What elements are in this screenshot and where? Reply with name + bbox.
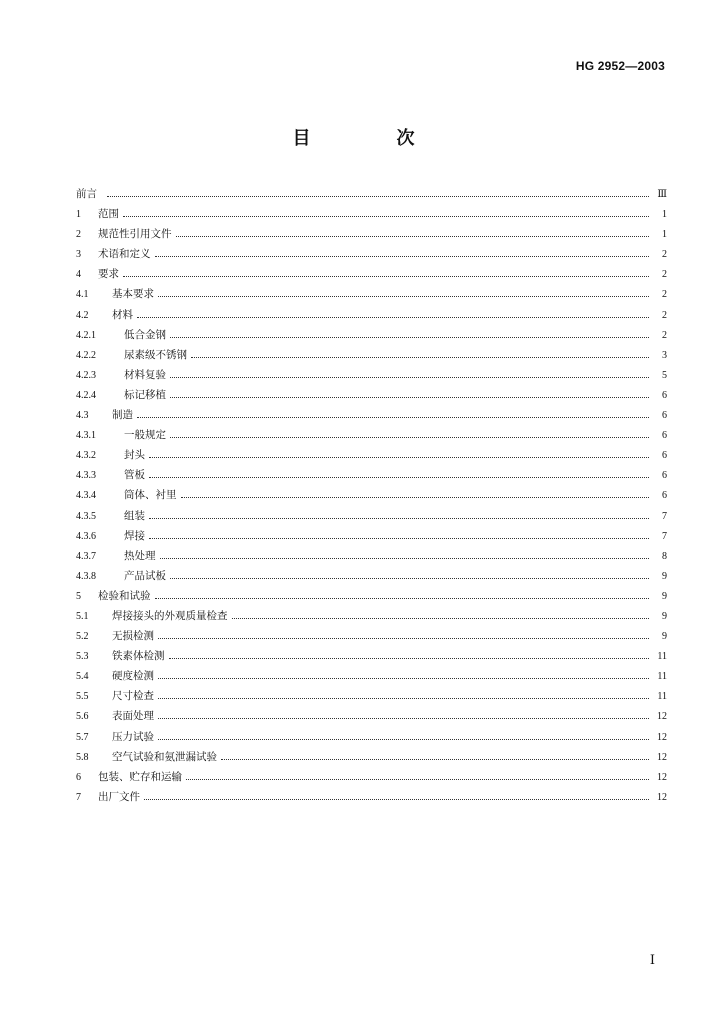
toc-entry-page: 11	[657, 671, 667, 683]
toc-entry[interactable]	[76, 485, 667, 505]
toc-entry[interactable]	[76, 787, 667, 807]
toc-dot-leader	[144, 798, 649, 800]
toc-entry-title: 筒体、衬里	[124, 489, 177, 502]
toc-entry-number: 5.2	[76, 631, 89, 643]
toc-entry-page: 5	[662, 369, 667, 381]
toc-entry-number: 5.1	[76, 610, 89, 622]
toc-dot-leader	[170, 436, 649, 438]
toc-entry-title: 无损检测	[112, 630, 154, 643]
toc-entry-page: 2	[662, 309, 667, 321]
toc-dot-leader	[221, 758, 649, 760]
toc-entry-page: 6	[662, 450, 667, 462]
toc-entry[interactable]	[76, 204, 667, 224]
toc-dot-leader	[158, 738, 649, 740]
toc-entry-number: 5.4	[76, 671, 89, 683]
toc-entry-page: 6	[662, 389, 667, 401]
toc-entry-page: 2	[662, 269, 667, 281]
toc-entry[interactable]	[76, 606, 667, 626]
toc-entry-number: 4.3.7	[76, 550, 96, 562]
toc-entry-title: 尿素级不锈钢	[124, 348, 187, 361]
toc-entry-page: 11	[657, 691, 667, 703]
toc-entry[interactable]	[76, 526, 667, 546]
toc-entry-page: 12	[657, 751, 667, 763]
toc-entry-title: 尺寸检查	[112, 690, 154, 703]
toc-dot-leader	[186, 778, 649, 780]
toc-entry-number: 4	[76, 269, 81, 281]
toc-entry-number: 5.7	[76, 731, 89, 743]
toc-entry-page: 9	[662, 631, 667, 643]
toc-entry-title: 硬度检测	[112, 670, 154, 683]
toc-entry-title: 前言	[76, 188, 97, 200]
toc-entry-number: 4.3.2	[76, 450, 96, 462]
standard-code: HG 2952—2003	[575, 59, 665, 73]
toc-entry-title: 包装、贮存和运输	[98, 770, 182, 783]
toc-entry-page: Ⅲ	[657, 189, 667, 200]
toc-entry[interactable]	[76, 686, 667, 706]
toc-entry-page: 12	[657, 731, 667, 743]
toc-dot-leader	[170, 376, 649, 378]
toc-dot-leader	[169, 657, 650, 659]
table-of-contents	[76, 184, 667, 807]
toc-entry-title: 管板	[124, 469, 145, 482]
toc-dot-leader	[170, 396, 649, 398]
toc-entry[interactable]	[76, 224, 667, 244]
toc-entry[interactable]	[76, 405, 667, 425]
toc-dot-leader	[158, 637, 649, 639]
toc-entry-number: 4.3.8	[76, 570, 96, 582]
toc-entry-title: 术语和定义	[98, 248, 151, 261]
toc-entry-page: 2	[662, 289, 667, 301]
toc-entry[interactable]	[76, 727, 667, 747]
toc-entry-number: 5.6	[76, 711, 89, 723]
toc-entry[interactable]	[76, 706, 667, 726]
toc-entry[interactable]	[76, 546, 667, 566]
toc-entry[interactable]	[76, 345, 667, 365]
toc-entry-title: 范围	[98, 208, 119, 221]
toc-dot-leader	[170, 577, 649, 579]
toc-entry-title: 基本要求	[112, 288, 154, 301]
toc-entry-page: 9	[662, 570, 667, 582]
toc-entry-title: 材料复验	[124, 368, 166, 381]
toc-dot-leader	[137, 416, 649, 418]
toc-dot-leader	[107, 195, 649, 197]
toc-dot-leader	[158, 295, 649, 297]
toc-entry-page: 6	[662, 490, 667, 502]
toc-entry-title: 规范性引用文件	[98, 228, 172, 241]
toc-entry-number: 4.2.1	[76, 329, 96, 341]
toc-entry[interactable]	[76, 365, 667, 385]
toc-entry[interactable]	[76, 425, 667, 445]
toc-entry[interactable]	[76, 184, 667, 204]
toc-dot-leader	[155, 597, 650, 599]
toc-entry[interactable]	[76, 586, 667, 606]
toc-entry-number: 4.3.3	[76, 470, 96, 482]
toc-entry-title: 铁素体检测	[112, 650, 165, 663]
toc-entry-number: 4.3.6	[76, 530, 96, 542]
toc-entry-title: 出厂文件	[98, 790, 140, 803]
toc-entry-title: 组装	[124, 509, 145, 522]
toc-entry-title: 检验和试验	[98, 589, 151, 602]
toc-entry-number: 7	[76, 791, 81, 803]
toc-entry-page: 12	[657, 771, 667, 783]
toc-entry-title: 制造	[112, 409, 133, 422]
toc-entry-page: 3	[662, 349, 667, 361]
toc-entry-title: 焊接	[124, 529, 145, 542]
toc-dot-leader	[149, 476, 649, 478]
toc-entry-title: 表面处理	[112, 710, 154, 723]
toc-entry[interactable]	[76, 666, 667, 686]
toc-dot-leader	[123, 215, 649, 217]
toc-entry-page: 6	[662, 430, 667, 442]
toc-entry[interactable]	[76, 244, 667, 264]
toc-entry-page: 12	[657, 711, 667, 723]
toc-entry-number: 4.2	[76, 309, 89, 321]
toc-entry-number: 5.5	[76, 691, 89, 703]
toc-dot-leader	[149, 537, 649, 539]
toc-entry-number: 4.3.5	[76, 510, 96, 522]
toc-entry-number: 2	[76, 229, 81, 241]
toc-entry-page: 6	[662, 470, 667, 482]
page-title: 目 次	[292, 128, 449, 149]
toc-dot-leader	[181, 496, 650, 498]
toc-dot-leader	[176, 235, 650, 237]
toc-entry[interactable]	[76, 465, 667, 485]
toc-entry[interactable]	[76, 506, 667, 526]
toc-entry-number: 3	[76, 249, 81, 261]
toc-entry-page: 11	[657, 651, 667, 663]
toc-entry-title: 压力试验	[112, 730, 154, 743]
toc-entry-title: 产品试板	[124, 569, 166, 582]
toc-entry-title: 空气试验和氨泄漏试验	[112, 750, 217, 763]
toc-entry[interactable]	[76, 325, 667, 345]
toc-entry-number: 4.3	[76, 410, 89, 422]
toc-dot-leader	[137, 316, 649, 318]
toc-entry-number: 6	[76, 771, 81, 783]
toc-entry-number: 4.3.4	[76, 490, 96, 502]
toc-dot-leader	[149, 517, 649, 519]
toc-entry[interactable]	[76, 264, 667, 284]
toc-entry-page: 6	[662, 410, 667, 422]
toc-entry[interactable]	[76, 284, 667, 304]
toc-entry-page: 9	[662, 590, 667, 602]
toc-entry-number: 4.1	[76, 289, 89, 301]
toc-entry-number: 4.3.1	[76, 430, 96, 442]
page-number: Ⅰ	[649, 952, 655, 967]
toc-dot-leader	[123, 275, 649, 277]
toc-dot-leader	[232, 617, 650, 619]
toc-entry-page: 2	[662, 329, 667, 341]
toc-entry-number: 5.3	[76, 651, 89, 663]
toc-dot-leader	[158, 717, 649, 719]
toc-entry[interactable]	[76, 646, 667, 666]
toc-entry-title: 标记移植	[124, 388, 166, 401]
toc-entry-number: 5.8	[76, 751, 89, 763]
toc-entry[interactable]	[76, 445, 667, 465]
toc-entry-title: 封头	[124, 449, 145, 462]
toc-entry-page: 12	[657, 791, 667, 803]
toc-entry-page: 9	[662, 610, 667, 622]
toc-entry-title: 要求	[98, 268, 119, 281]
toc-entry-page: 2	[662, 249, 667, 261]
toc-entry[interactable]	[76, 767, 667, 787]
toc-dot-leader	[158, 697, 649, 699]
toc-entry-title: 低合金钢	[124, 328, 166, 341]
toc-entry-page: 7	[662, 510, 667, 522]
toc-entry-number: 5	[76, 590, 81, 602]
toc-entry-number: 4.2.2	[76, 349, 96, 361]
toc-dot-leader	[149, 456, 649, 458]
toc-entry-page: 1	[662, 209, 667, 221]
toc-entry[interactable]	[76, 566, 667, 586]
toc-entry-number: 4.2.3	[76, 369, 96, 381]
toc-dot-leader	[160, 557, 650, 559]
toc-entry-number: 1	[76, 209, 81, 221]
toc-entry-title: 一般规定	[124, 429, 166, 442]
toc-entry-page: 1	[662, 229, 667, 241]
toc-dot-leader	[191, 356, 649, 358]
toc-entry[interactable]	[76, 305, 667, 325]
toc-entry-title: 热处理	[124, 549, 156, 562]
toc-dot-leader	[158, 677, 649, 679]
toc-entry-number: 4.2.4	[76, 389, 96, 401]
toc-entry-title: 材料	[112, 308, 133, 321]
toc-entry[interactable]	[76, 747, 667, 767]
toc-entry-page: 7	[662, 530, 667, 542]
toc-entry-page: 8	[662, 550, 667, 562]
toc-entry[interactable]	[76, 626, 667, 646]
toc-entry-title: 焊接接头的外观质量检查	[112, 609, 228, 622]
toc-dot-leader	[155, 255, 650, 257]
toc-dot-leader	[170, 336, 649, 338]
toc-entry[interactable]	[76, 385, 667, 405]
